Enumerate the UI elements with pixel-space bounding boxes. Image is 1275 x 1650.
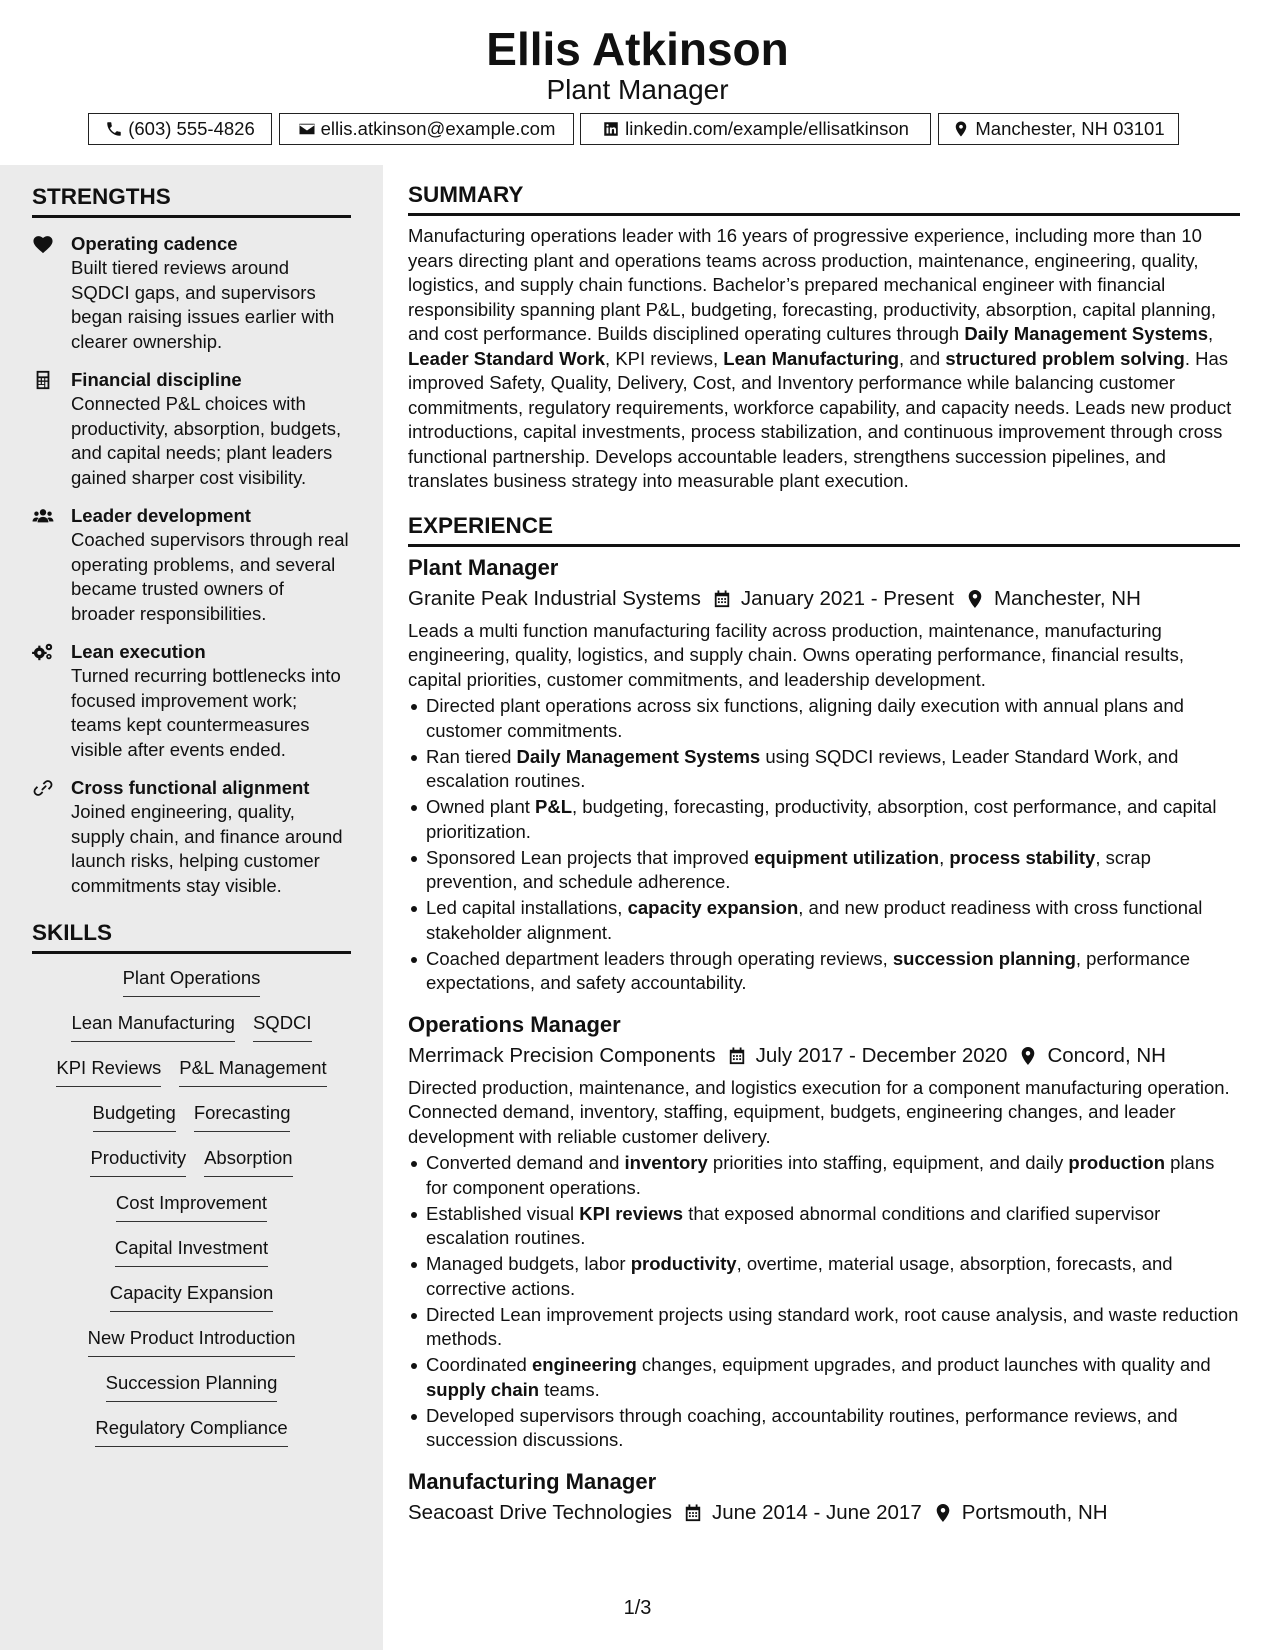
map-pin-icon <box>952 120 970 138</box>
heart-icon <box>32 234 54 254</box>
job-bullets <box>408 694 1240 996</box>
calculator-icon <box>32 370 54 390</box>
sidebar-content <box>32 182 351 1460</box>
skill-tag: Plant Operations <box>123 965 261 997</box>
bold-phrase: KPI reviews <box>579 1202 684 1224</box>
bold-phrase: Daily Management Systems <box>516 745 761 767</box>
strength-text: Turned recurring bottlenecks into focused improvement work; teams kept countermeasures visible after events ended. <box>71 665 341 760</box>
bullet-item: Owned plant P&L, budgeting, forecasting, productivity, absorption, cost performance, and capital prioritization. <box>408 795 1240 844</box>
skill-tag: Cost Improvement <box>116 1190 267 1222</box>
skill-row <box>32 1190 351 1235</box>
bullet-item: Coordinated engineering changes, equipment upgrades, and product launches with quality and supply chain teams. <box>408 1353 1240 1402</box>
job-meta <box>408 584 1240 614</box>
job-description: Leads a multi function manufacturing facility across production, maintenance, manufacturing engineering, quality, logistics, and supply chain. Owns operating performance, financial results, capital priorities, customer commitments, and leadership development. <box>408 619 1185 690</box>
job-title: Plant Manager <box>408 554 559 580</box>
bullet-item: Managed budgets, labor productivity, overtime, material usage, absorption, forecasts, and corrective actions. <box>408 1252 1240 1301</box>
envelope-icon <box>298 120 316 138</box>
page-number-text: 1/3 <box>623 1597 652 1619</box>
map-pin-icon <box>966 589 984 609</box>
bullet-item: Directed plant operations across six functions, aligning daily execution with annual plans and customer commitments. <box>408 694 1240 743</box>
location-text: Manchester, NH 03101 <box>975 118 1165 139</box>
bold-phrase: productivity <box>630 1253 737 1274</box>
skill-tag: Capacity Expansion <box>110 1280 274 1312</box>
email-text: ellis.atkinson@example.com <box>320 118 556 139</box>
job-company: Merrimack Precision Components <box>408 1043 716 1067</box>
experience-heading: EXPERIENCE <box>408 511 1240 547</box>
skill-row <box>32 965 351 1010</box>
summary-text: Manufacturing operations leader with 16 years of progressive experience, including more than 10 years directing plant and operations teams across production, maintenance, engineering, quality, logistics, and supply chain functions. Bachelor’s prepared mechanical engineer with financial responsibility spanning plant P&L, budgeting, forecasting, productivity, absorption, capital planning, and cost performance. Builds disciplined operating cultures through Daily Management Systems, Leader Standard Work, KPI reviews, Lean Manufacturing, and structured problem solving. Has improved Safety, Quality, Delivery, Cost, and Inventory performance while balancing customer commitments, regulatory requirements, workforce capability, and capacity needs. Leads new product introductions, capital investments, process stabilization, and continuous improvement through cross functional partnership. Develops accountable leaders, strengthens succession pipelines, and translates business strategy into measurable plant execution. <box>408 225 1232 491</box>
bold-phrase: Daily Management Systems <box>964 323 1209 344</box>
bold-phrase: supply chain <box>426 1378 540 1400</box>
skill-row <box>32 1325 351 1370</box>
calendar-icon <box>713 589 731 609</box>
skill-tag: KPI Reviews <box>56 1055 161 1087</box>
linkedin-text: linkedin.com/example/ellisatkinson <box>625 118 909 139</box>
contact-row <box>0 113 1275 145</box>
job-company: Granite Peak Industrial Systems <box>408 586 701 610</box>
bold-phrase: capacity expansion <box>627 897 799 918</box>
job-entry <box>408 1010 1240 1453</box>
skill-tag: Regulatory Compliance <box>95 1415 287 1447</box>
calendar-icon <box>684 1503 702 1523</box>
job-dates: July 2017 - December 2020 <box>755 1043 1008 1067</box>
job-entry <box>408 553 1240 996</box>
job-title: Operations Manager <box>408 1011 621 1037</box>
strength-item <box>32 775 351 898</box>
candidate-role: Plant Manager <box>546 74 729 105</box>
link-icon <box>32 778 54 798</box>
job-description: Directed production, maintenance, and logistics execution for a component manufacturing operation. Connected demand, inventory, staffing, equipment, budgets, engineering changes, and leader development with reliable customer delivery. <box>408 1076 1230 1147</box>
map-pin-icon <box>1019 1046 1037 1066</box>
bullet-item: Directed Lean improvement projects using standard work, root cause analysis, and waste reduction methods. <box>408 1303 1240 1352</box>
job-location: Concord, NH <box>1047 1043 1166 1067</box>
skill-row <box>32 1055 351 1100</box>
strength-text: Built tiered reviews around SQDCI gaps, and supervisors began raising issues earlier with clearer ownership. <box>71 257 335 352</box>
job-dates: January 2021 - Present <box>740 586 954 610</box>
linkedin-icon <box>602 120 620 138</box>
bold-phrase: Lean Manufacturing <box>723 347 900 369</box>
contact-phone[interactable] <box>88 113 272 145</box>
page-number <box>0 1595 1275 1621</box>
strength-item <box>32 231 351 354</box>
bullet-item: Sponsored Lean projects that improved equipment utilization, process stability, scrap prevention, and schedule adherence. <box>408 846 1240 895</box>
job-dates: June 2014 - June 2017 <box>712 1500 922 1524</box>
skill-tag: SQDCI <box>253 1010 312 1042</box>
skill-row <box>32 1280 351 1325</box>
skill-row <box>32 1235 351 1280</box>
job-meta <box>408 1041 1240 1071</box>
bullet-item: Ran tiered Daily Management Systems using SQDCI reviews, Leader Standard Work, and escalation routines. <box>408 745 1240 794</box>
job-entry <box>408 1467 1240 1528</box>
bold-phrase: inventory <box>624 1152 708 1173</box>
bold-phrase: process stability <box>949 846 1096 868</box>
skill-tag: P&L Management <box>179 1055 326 1087</box>
bullet-item: Coached department leaders through operating reviews, succession planning, performance expectations, and safety accountability. <box>408 947 1240 996</box>
phone-icon <box>105 120 123 138</box>
skill-tag: Absorption <box>204 1145 292 1177</box>
skill-tag: Productivity <box>90 1145 186 1177</box>
skill-tag: Succession Planning <box>106 1370 278 1402</box>
strength-title: Lean execution <box>71 641 206 662</box>
skill-tag: Capital Investment <box>115 1235 268 1267</box>
bold-phrase: Leader Standard Work <box>408 347 606 369</box>
calendar-icon <box>728 1046 746 1066</box>
contact-email[interactable] <box>279 113 574 145</box>
skill-tag: Budgeting <box>93 1100 176 1132</box>
users-icon <box>32 506 54 526</box>
strengths-heading: STRENGTHS <box>32 182 351 218</box>
skill-tag: Forecasting <box>194 1100 291 1132</box>
strength-title: Leader development <box>71 505 251 526</box>
strength-item <box>32 639 351 762</box>
skill-tag: Lean Manufacturing <box>71 1010 235 1042</box>
job-bullets <box>408 1151 1240 1453</box>
strength-title: Operating cadence <box>71 233 238 254</box>
resume-header <box>0 0 1275 165</box>
strength-text: Coached supervisors through real operating problems, and several became trusted owners of broader responsibilities. <box>71 529 349 624</box>
bold-phrase: P&L <box>535 796 573 817</box>
sidebar <box>0 165 383 1650</box>
job-meta <box>408 1498 1240 1528</box>
bold-phrase: engineering <box>531 1354 637 1375</box>
bold-phrase: production <box>1068 1152 1165 1173</box>
strength-text: Connected P&L choices with productivity, absorption, budgets, and capital needs; plant leaders gained sharper cost visibility. <box>71 393 342 488</box>
contact-linkedin[interactable] <box>580 113 931 145</box>
bullet-item: Established visual KPI reviews that exposed abnormal conditions and clarified supervisor escalation routines. <box>408 1202 1240 1251</box>
skills-heading: SKILLS <box>32 918 351 954</box>
skill-row <box>32 1415 351 1460</box>
job-location: Portsmouth, NH <box>961 1500 1108 1524</box>
job-company: Seacoast Drive Technologies <box>408 1500 672 1524</box>
map-pin-icon <box>934 1503 952 1523</box>
bold-phrase: succession planning <box>892 947 1076 969</box>
strength-title: Cross functional alignment <box>71 777 310 798</box>
skill-row <box>32 1370 351 1415</box>
candidate-name: Ellis Atkinson <box>486 23 789 75</box>
bold-phrase: equipment utilization <box>754 846 940 868</box>
skill-row <box>32 1100 351 1145</box>
skill-tag: New Product Introduction <box>88 1325 296 1357</box>
skills-list <box>32 965 351 1460</box>
contact-location <box>938 113 1179 145</box>
main-content <box>408 180 1240 1528</box>
strength-title: Financial discipline <box>71 369 242 390</box>
strength-item <box>32 367 351 490</box>
bullet-item: Developed supervisors through coaching, accountability routines, performance reviews, and succession discussions. <box>408 1404 1240 1453</box>
bold-phrase: structured problem solving <box>945 347 1185 369</box>
gears-icon <box>32 642 54 662</box>
bullet-item: Converted demand and inventory priorities into staffing, equipment, and daily production plans for component operations. <box>408 1151 1240 1200</box>
strength-text: Joined engineering, quality, supply chain, and finance around launch risks, helping customer commitments stay visible. <box>71 801 343 896</box>
bullet-item: Led capital installations, capacity expansion, and new product readiness with cross functional stakeholder alignment. <box>408 896 1240 945</box>
summary-heading: SUMMARY <box>408 180 1240 216</box>
phone-text: (603) 555-4826 <box>128 118 255 139</box>
job-title: Manufacturing Manager <box>408 1468 657 1494</box>
strength-item <box>32 503 351 626</box>
skill-row <box>32 1010 351 1055</box>
skill-row <box>32 1145 351 1190</box>
job-location: Manchester, NH <box>993 586 1141 610</box>
